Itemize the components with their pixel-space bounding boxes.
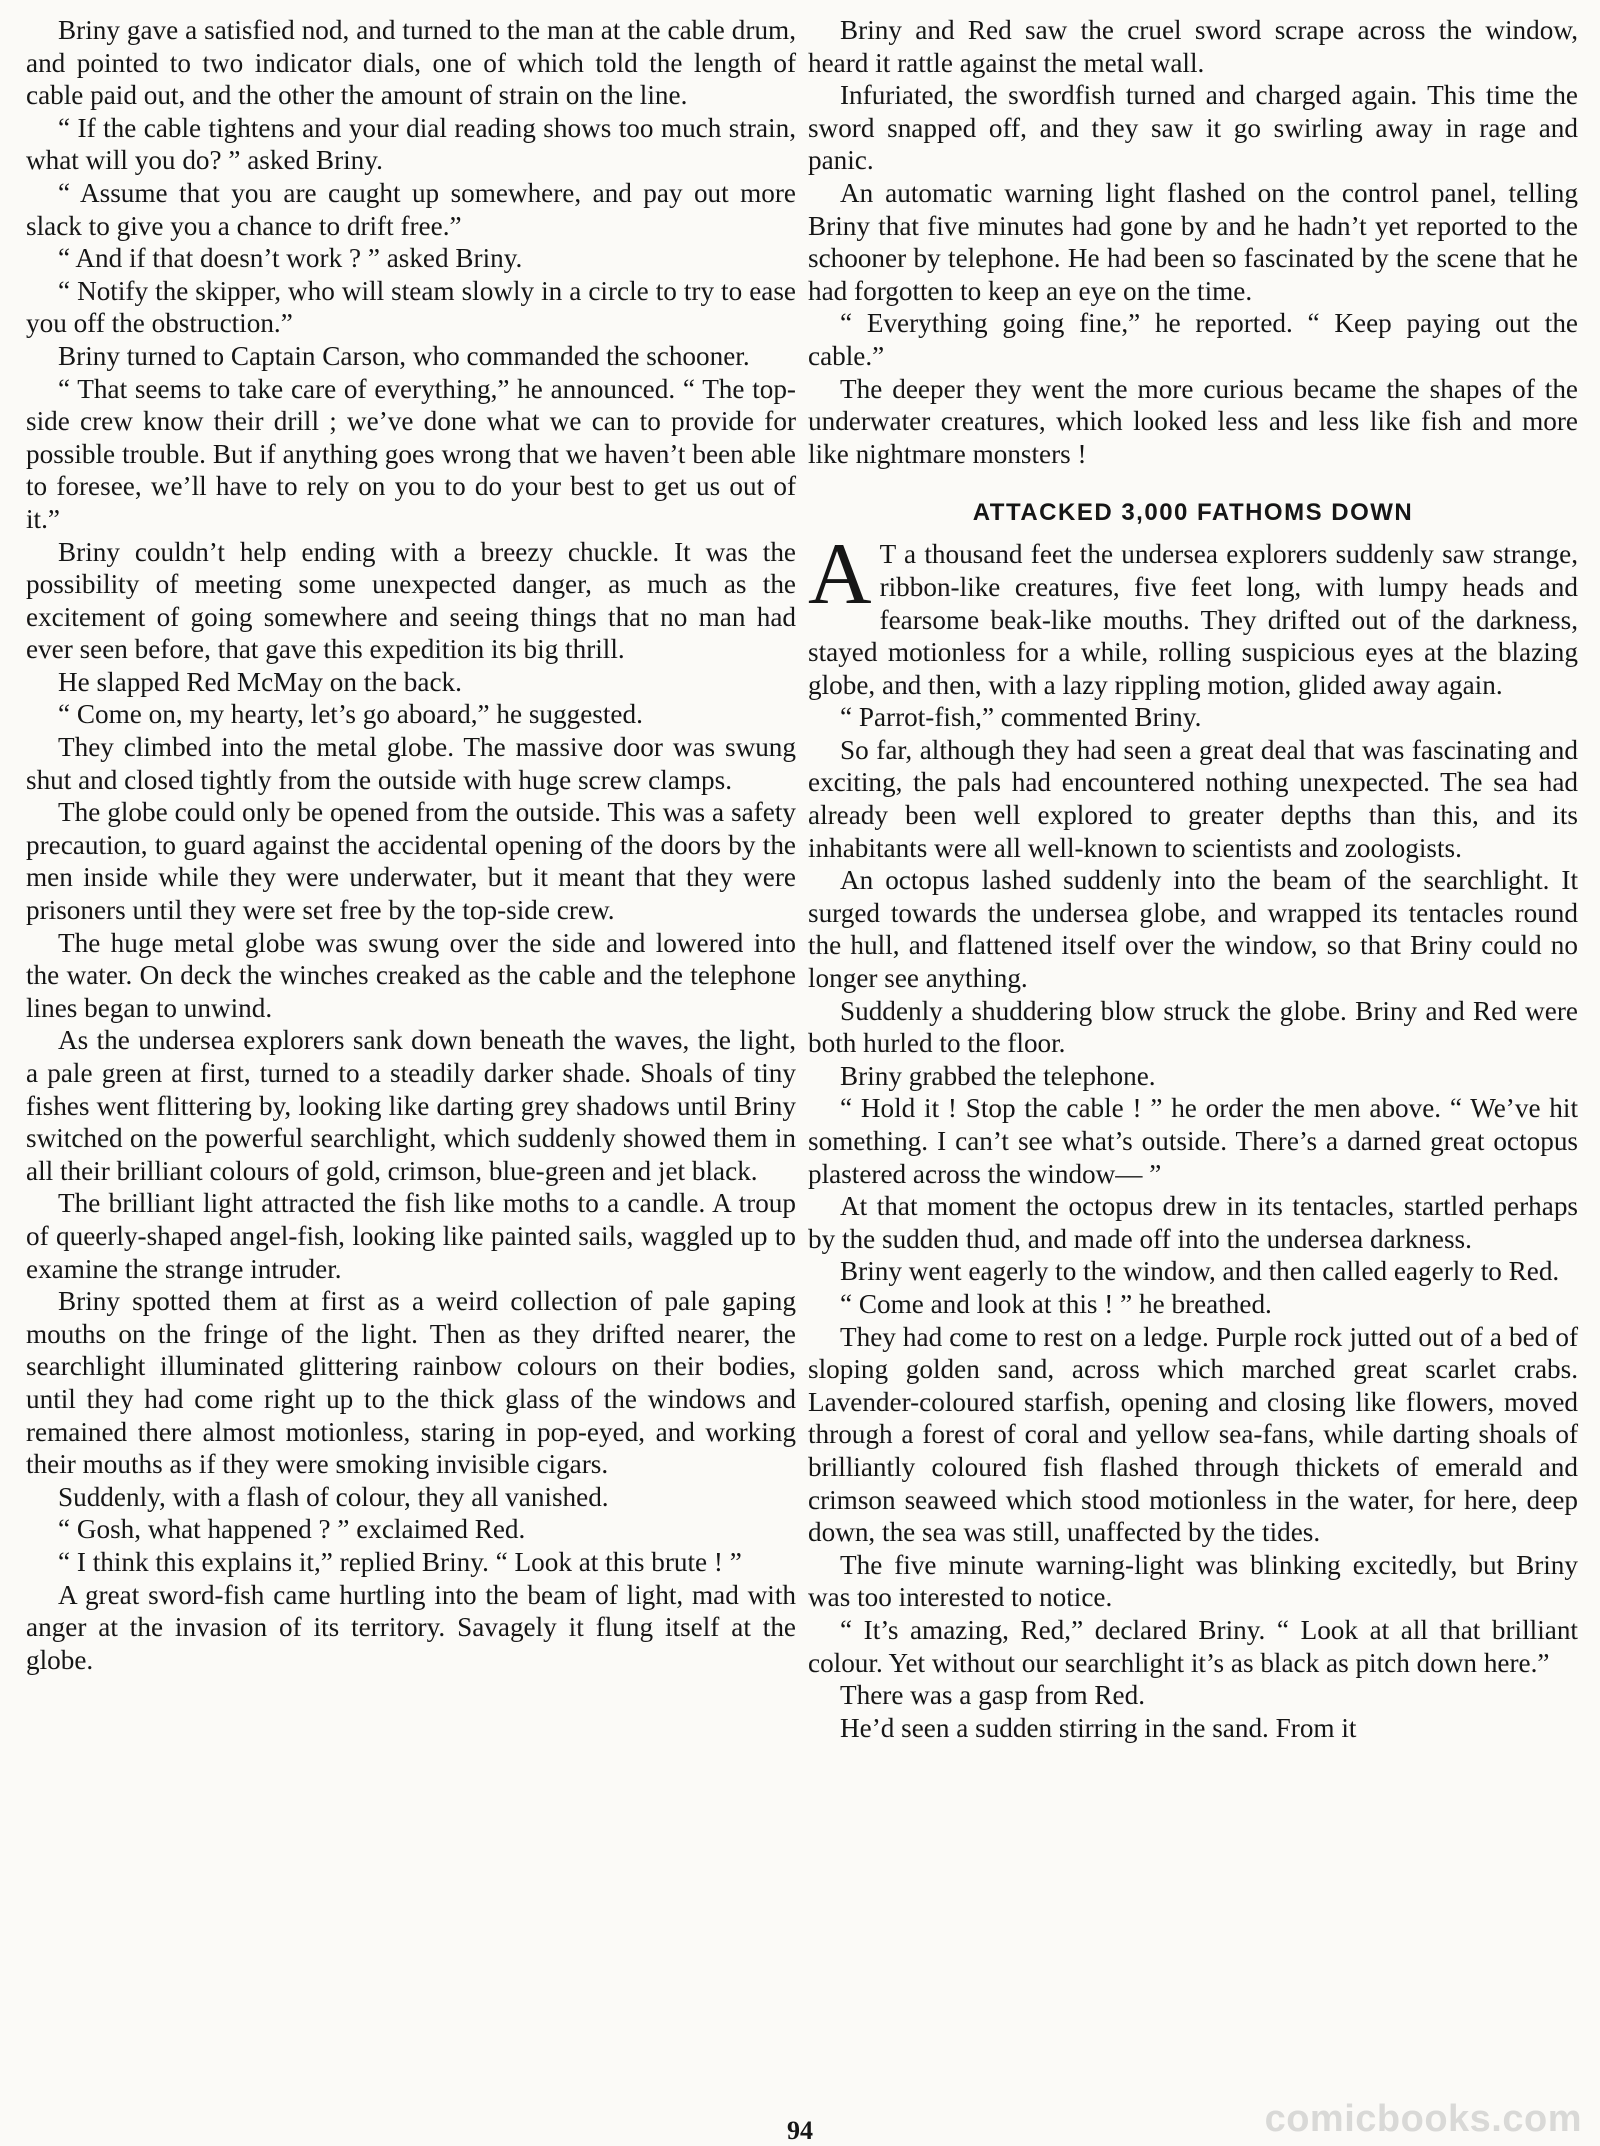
paragraph: An automatic warning light flashed on the control panel, telling Briny that five minutes had gone by and he hadn’t yet reported to the schooner by telephone. He had been so fascinated by the scene that he had forgotten to keep an eye on the time.: [808, 177, 1578, 306]
paragraph: “ It’s amazing, Red,” declared Briny. “ Look at all that brilliant colour. Yet without our searchlight it’s as black as pitch down here.”: [808, 1614, 1578, 1678]
watermark: comicbooks.com: [1264, 2098, 1582, 2140]
drop-cap-paragraph: [808, 526, 1578, 701]
paragraph: So far, although they had seen a great deal that was fascinating and exciting, the pals had encountered nothing unexpected. The sea had already been well explored to greater depths than this, and its inhabitants were all well-known to scientists and zoologists.: [808, 734, 1578, 863]
paragraph: The deeper they went the more curious became the shapes of the underwater creatures, which looked less and less like fish and more like nightmare monsters !: [808, 373, 1578, 469]
paragraph: “ Come on, my hearty, let’s go aboard,” he suggested.: [58, 699, 643, 730]
paragraph: Infuriated, the swordfish turned and charged again. This time the sword snapped off, and they saw it go swirling away in rage and panic.: [808, 80, 1578, 176]
page-number: 94: [787, 2116, 813, 2145]
paragraph: As the undersea explorers sank down beneath the waves, the light, a pale green at first, turned to a steadily darker shade. Shoals of tiny fishes went flittering by, looking like darting grey shadows until Briny switched on the powerful searchlight, which suddenly showed them in all their brilliant colours of gold, crimson, blue-green and jet black.: [26, 1025, 796, 1186]
paragraph: “ Everything going fine,” he reported. “ Keep paying out the cable.”: [808, 308, 1578, 371]
paragraph: “ Gosh, what happened ? ” exclaimed Red.: [58, 1514, 526, 1545]
paragraph: “ And if that doesn’t work ? ” asked Briny.: [58, 243, 523, 274]
paragraph: Briny gave a satisfied nod, and turned to the man at the cable drum, and pointed to two indicator dials, one of which told the length of cable paid out, and the other the amount of strain on the line.: [26, 15, 796, 111]
paragraph: A great sword-fish came hurtling into the beam of light, mad with anger at the invasion of its territory. Savagely it flung itself at the globe.: [26, 1579, 796, 1675]
paragraph: The huge metal globe was swung over the side and lowered into the water. On deck the winches creaked as the cable and the telephone lines began to unwind.: [26, 927, 796, 1023]
paragraph: “ Come and look at this ! ” he breathed.: [840, 1288, 1272, 1319]
paragraph: Briny grabbed the telephone.: [840, 1060, 1156, 1091]
paragraph: The five minute warning-light was blinking excitedly, but Briny was too interested to notice.: [808, 1549, 1578, 1613]
paragraph: “ If the cable tightens and your dial reading shows too much strain, what will you do? ” asked Briny.: [26, 112, 796, 176]
paragraph: The globe could only be opened from the outside. This was a safety precaution, to guard against the accidental opening of the doors by the men inside while they were underwater, but it meant that they were prisoners until they were set free by the top-side crew.: [26, 797, 796, 926]
paragraph: Briny and Red saw the cruel sword scrape across the window, heard it rattle against the metal wall.: [808, 15, 1578, 78]
paragraph: Briny went eagerly to the window, and then called eagerly to Red.: [840, 1256, 1560, 1287]
paragraph: Suddenly, with a flash of colour, they all vanished.: [58, 1481, 609, 1512]
paragraph: “ Notify the skipper, who will steam slowly in a circle to try to ease you off the obstruction.”: [26, 275, 796, 339]
paragraph: At that moment the octopus drew in its tentacles, startled perhaps by the sudden thud, and made off into the undersea darkness.: [808, 1191, 1578, 1254]
drop-cap: A: [808, 526, 872, 624]
paragraph: “ Parrot-fish,” commented Briny.: [840, 702, 1202, 733]
paragraph: They had come to rest on a ledge. Purple rock jutted out of a bed of sloping golden sand, across which marched great scarlet crabs. Lavender-coloured starfish, opening and closing like flowers, moved through a forest of coral and yellow sea-fans, while darting shoals of brilliantly coloured fish flashed through thickets of emerald and crimson seaweed which stood motionless in the water, for here, deep down, the sea was still, unaffected by the tides.: [808, 1321, 1578, 1548]
paragraph: An octopus lashed suddenly into the beam of the searchlight. It surged towards the undersea globe, and wrapped its tentacles round the hull, and flattened itself over the window, so that Briny could no longer see anything.: [808, 865, 1578, 994]
right-column: [808, 14, 1578, 1744]
paragraph: “ Assume that you are caught up somewhere, and pay out more slack to give you a chance to drift free.”: [26, 177, 796, 241]
paragraph: “ Hold it ! Stop the cable ! ” he order the men above. “ We’ve hit something. I can’t see what’s outside. There’s a darned great octopus plastered across the window— ”: [808, 1093, 1578, 1189]
left-column: [26, 14, 796, 1676]
paragraph: Briny spotted them at first as a weird collection of pale gaping mouths on the fringe of the light. Then as they drifted nearer, the searchlight illuminated glittering rainbow colours on their bodies, until they had come right up to the thick glass of the windows and remained there almost motionless, staring in pop-eyed, and working their mouths as if they were smoking invisible cigars.: [26, 1286, 796, 1480]
paragraph: He’d seen a sudden stirring in the sand. From it: [840, 1712, 1357, 1743]
paragraph: The brilliant light attracted the fish like moths to a candle. A troup of queerly-shaped angel-fish, looking like painted sails, waggled up to examine the strange intruder.: [26, 1188, 796, 1284]
paragraph: They climbed into the metal globe. The massive door was swung shut and closed tightly from the outside with huge screw clamps.: [26, 732, 796, 795]
section-heading: ATTACKED 3,000 FATHOMS DOWN: [972, 499, 1414, 527]
paragraph: There was a gasp from Red.: [840, 1680, 1145, 1711]
paragraph: Suddenly a shuddering blow struck the globe. Briny and Red were both hurled to the floor.: [808, 995, 1578, 1059]
drop-cap-paragraph-text: T a thousand feet the undersea explorers suddenly saw strange, ribbon-like creatures, five feet long, with lumpy heads and fearsome beak-like mouths. They drifted out of the darkness, stayed motionless for a while, rolling suspicious eyes at the blazing globe, and then, with a lazy rippling motion, glided away again.: [808, 539, 1578, 700]
paragraph: “ That seems to take care of everything,” he announced. “ The top-side crew know their drill ; we’ve done what we can to provide for possible trouble. But if anything goes wrong that we haven’t been able to foresee, we’ll have to rely on you to do your best to get us out of it.”: [26, 373, 796, 534]
paragraph: He slapped Red McMay on the back.: [58, 666, 462, 697]
paragraph: Briny couldn’t help ending with a breezy chuckle. It was the possibility of meeting some unexpected danger, as much as the excitement of going somewhere and seeing things that no man had ever seen before, that gave this expedition its big thrill.: [26, 536, 796, 665]
paragraph: “ I think this explains it,” replied Briny. “ Look at this brute ! ”: [58, 1546, 742, 1577]
paragraph: Briny turned to Captain Carson, who commanded the schooner.: [58, 340, 750, 371]
